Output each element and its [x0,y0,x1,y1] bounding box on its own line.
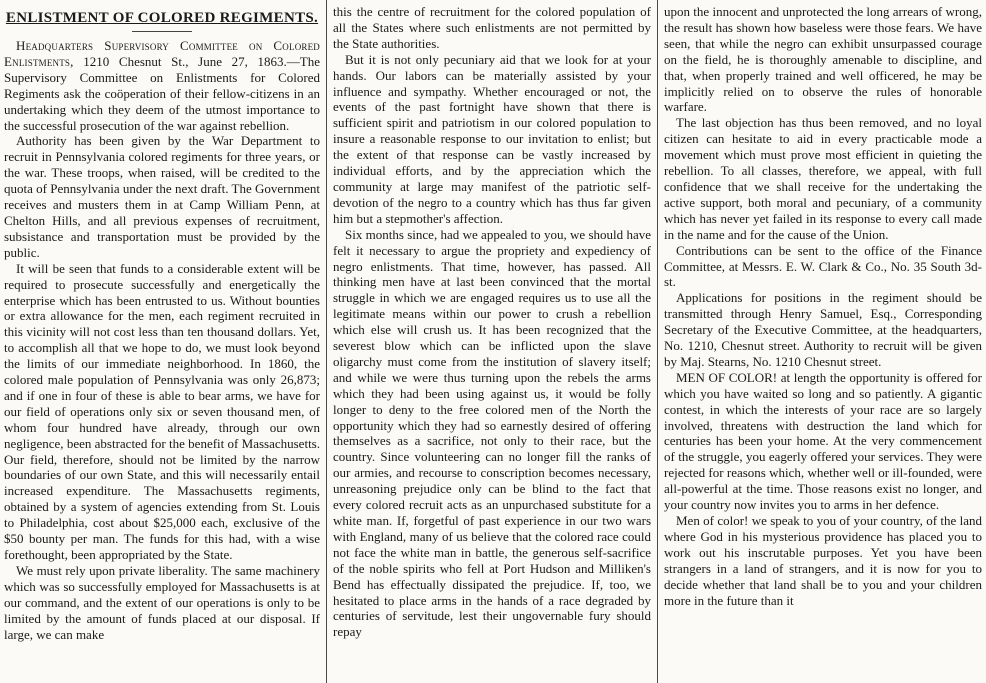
column-2 [333,0,651,683]
paragraph: It will be seen that funds to a considerable extent will be required to prosecute successfully and energetically the enterprise which has been entrusted to us. Without bounties or extra allowance for the men, each regiment recruited in this vicinity will not cost less than ten thousand dollars. Yet, to accomplish all that we hope to do, we must look beyond the limits of our immediate neighborhood. In 1860, the colored male population of Pennsylvania was only 26,873; and if one in four of these is able to bear arms, we have for our field of operations only six or seven thousand men, of whom four hundred have already, through our own negligence, been abstracted for the benefit of Massachusetts. Our field, therefore, should not be limited by the narrow boundaries of our own State, and this will necessarily entail increased expenditure. The Massachusetts regiments, obtained by a system of agencies extending from St. Louis to Philadelphia, cost about $25,000 each, exclusive of the $50 bounty per man. The funds for this had, with a wise forethought, been appropriated by the State. [4,260,320,562]
paragraph: Contributions can be sent to the office of the Finance Committee, at Messrs. E. W. Clark & Co., No. 35 South 3d-st. [664,242,982,290]
column-1 [4,0,320,683]
paragraph: Applications for positions in the regiment should be transmitted through Henry Samuel, Esq., Corresponding Secretary of the Executive Committee, at the headquarters, No. 1210, Chesnut street. Authority to recruit will be given by Maj. Stearns, No. 1210 Chesnut street. [664,290,982,369]
dateline-heading: Headquarters Supervisory Committee on Colored Enlistments, [4,38,320,69]
column-rule [657,0,658,683]
paragraph: Six months since, had we appealed to you, we should have felt it necessary to argue the propriety and expediency of negro enlistments. That time, however, has passed. All thinking men have at last been convinced that the mortal struggle in which we are engaged requires us to use all the legitimate means within our power to crush a rebellion which else will crush us. It has been recognized that the severest blow which can be inflicted upon the slave oligarchy must come from the institution of slavery itself; and while we were thus turning upon the rebels the arms which they had been using against us, it would be folly longer to deny to the free colored men of the North the opportunity which they had so earnestly desired of offering themselves as a sacrifice, not only to their race, but the country. Since volunteering can no longer fill the ranks of our armies, and recourse to conscription becomes necessary, unreasoning prejudice only can be blind to the fact that every colored recruit acts as an unpurchased substitute for a white man. If, forgetful of past experience in our two wars with England, many of us believe that the colored race could not face the white man in battle, the generous self-sacrifice of the noble spirits who fell at Port Hudson and Milliken's Bend has effectually dissipated the prejudice. If, too, we hesitated to place arms in the hands of a race degraded by centuries of servitude, lest their ungovernable fury should repay [333,226,651,640]
paragraph-continued: this the centre of recruitment for the colored population of all the States where such enlistments are not permitted by the State authorities. [333,4,651,51]
paragraph: But it is not only pecuniary aid that we look for at your hands. Our labors can be materially assisted by your influence and sympathy. Whether encouraged or not, the events of the past fortnight have shown that there is sufficient spirit and patriotism in our colored population to insure a reasonable response to our invitation to enlist; but the extent of that response can be vastly increased by individual efforts, and by the appreciation which the community at large may manifest of the patriotic self-devotion of the negro to a country which has thus far given him but a stepmother's affection. [333,51,651,226]
paragraph: Authority has been given by the War Department to recruit in Pennsylvania colored regiments for three years, or the war. These troops, when raised, will be credited to the quota of Pennsylvania under the next draft. The Government receives and musters them in at Camp William Penn, at Chelton Hills, and all previous expenses of recruitment, subsistance and transportation must be provided by the public. [4,133,320,260]
column-3 [664,0,982,683]
article-headline: ENLISTMENT OF COLORED REGIMENTS. [5,10,319,26]
dateline-body: 1210 Chesnut St., June 27, 1863.—The Supervisory Committee on Enlistments for Colored Regiments ask the coöperation of their fellow-citizens in an undertaking which they deem of the utmost importance to the successful prosecution of the war against rebellion. [4,53,320,133]
paragraph-continued: upon the innocent and unprotected the long arrears of wrong, the result has shown how baseless were those fears. We have seen, that while the negro can exhibit unsurpassed courage on the field, he is thoroughly amenable to discipline, and that, when properly trained and well officered, he may be implicitly relied on to observe the rules of honorable warfare. [664,4,982,115]
paragraph: MEN OF COLOR! at length the opportunity is offered for which you have waited so long and so patiently. A gigantic contest, in which the interests of your race are so largely involved, threatens with destruction the land which for centuries has been your home. At the very commencement of the struggle, you eagerly offered your services. They were rejected for reasons which, whether well or ill-founded, were all-powerful at the time. Those reasons exist no longer, and your country now invites you to arms in her defence. [664,369,982,513]
paragraph: We must rely upon private liberality. The same machinery which was so successfully employed for Massachusetts is at our command, and the extent of our operations is only to be limited by the amount of funds placed at our disposal. If large, we can make [4,562,320,642]
dateline-paragraph [4,38,320,133]
column-rule [326,0,327,683]
paragraph: Men of color! we speak to you of your country, of the land where God in his mysterious providence has placed you to work out his inscrutable purposes. Yet you have been strangers in a land of strangers, and it is now for you to decide whether that land shall be to you and your children more in the future than it [664,513,982,608]
headline-divider [132,31,192,32]
paragraph: The last objection has thus been removed, and no loyal citizen can hesitate to aid in every practicable mode a movement which must prove most efficient in quieting the rebellion. To all classes, therefore, we appeal, with full confidence that we shall receive for the undertaking the active support, both moral and pecuniary, of a community which has never yet failed in its response to every call made in the name and for the cause of the Union. [664,115,982,242]
